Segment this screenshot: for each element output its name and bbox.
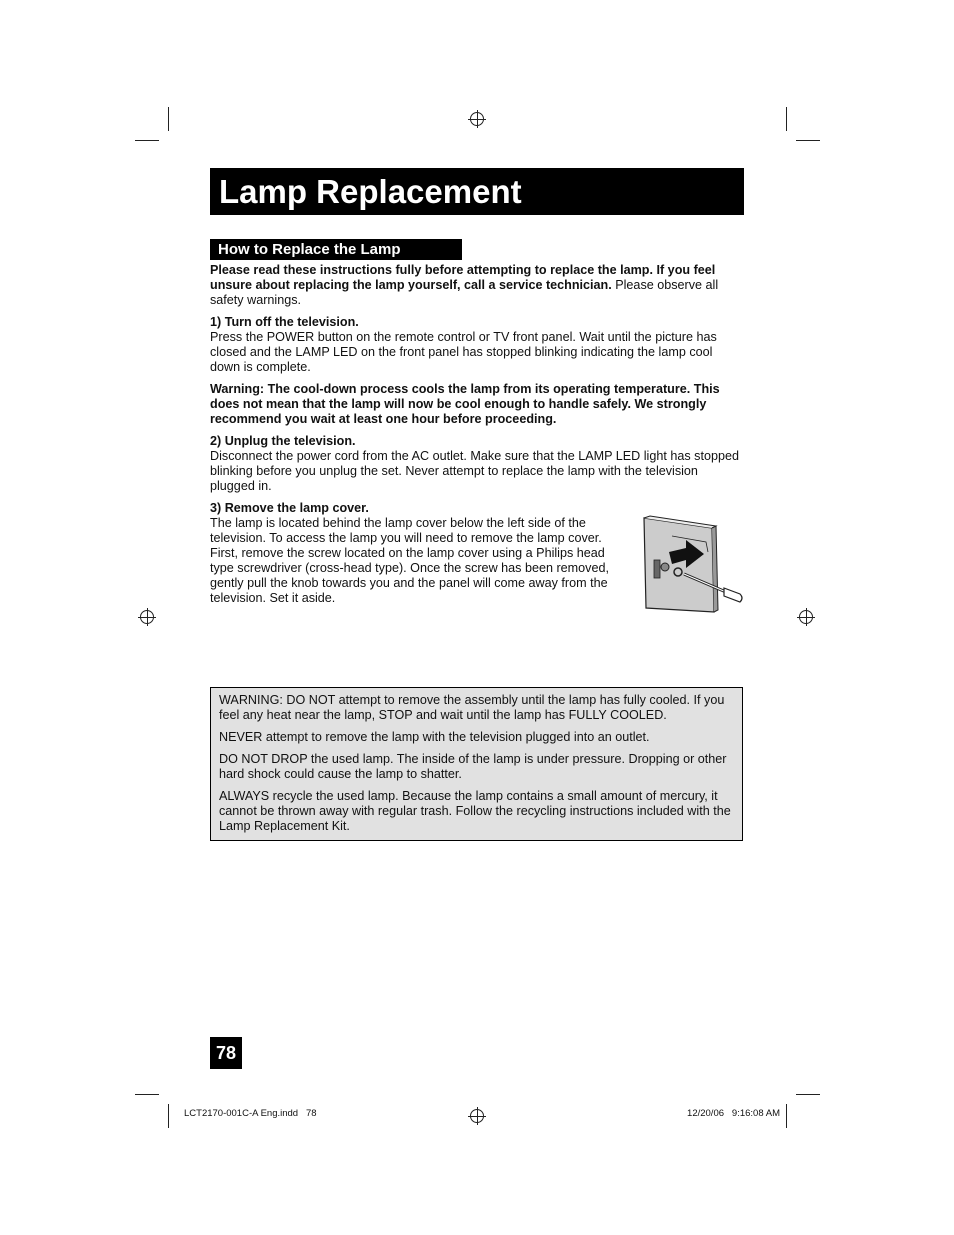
- step-2-heading: 2) Unplug the television.: [210, 434, 356, 448]
- crop-mark: [135, 140, 159, 141]
- footer-file: LCT2170-001C-A Eng.indd 78: [184, 1108, 317, 1119]
- warning-text: DO NOT DROP the used lamp. The inside of the lamp is under pressure. Dropping or other hard shock could cause the lamp to shatter.: [219, 752, 727, 781]
- crop-mark: [786, 107, 787, 131]
- intro-normal: Please observe all safety warnings.: [210, 278, 719, 307]
- crop-mark: [796, 1094, 820, 1095]
- intro-bold: Please read these instructions fully before attempting to replace the lamp. If you feel unsure about replacing the lamp yourself, call a service technician.: [210, 263, 716, 292]
- warning-text: ALWAYS recycle the used lamp. Because the lamp contains a small amount of mercury, it cannot be thrown away with regular trash. Follow the recycling instructions included with the Lamp Replacement Kit.: [219, 789, 731, 833]
- section-title: How to Replace the Lamp: [210, 239, 462, 260]
- step-2-body: Disconnect the power cord from the AC outlet. Make sure that the LAMP LED light has stopped blinking before you unplug the set. Never attempt to replace the lamp with the television plugged in.: [210, 449, 739, 493]
- lamp-cover-illustration: [636, 512, 748, 618]
- warning-box: [210, 687, 743, 841]
- intro-text: [210, 263, 744, 308]
- step-3-body: The lamp is located behind the lamp cover below the left side of the television. To access the lamp you will need to remove the lamp cover. First, remove the screw located on the lamp cover using a Philips head type screwdriver (cross-head type). Once the screw has been removed, gently pull the knob towards you and the panel will come away from the television. Set it aside.: [210, 516, 609, 605]
- warning-text: NEVER attempt to remove the lamp with the television plugged into an outlet.: [219, 730, 650, 744]
- crop-mark: [168, 107, 169, 131]
- registration-mark-icon: [140, 610, 154, 624]
- footer-datetime: 12/20/06 9:16:08 AM: [687, 1108, 780, 1119]
- registration-mark-icon: [799, 610, 813, 624]
- cooldown-warning: Warning: The cool-down process cools the lamp from its operating temperature. This does not mean that the lamp will now be cool enough to handle safely. We strongly recommend you wait at least one hour before proceeding.: [210, 382, 720, 426]
- step-1-heading: 1) Turn off the television.: [210, 315, 359, 329]
- crop-mark: [168, 1104, 169, 1128]
- page-number: 78: [210, 1037, 242, 1069]
- crop-mark: [786, 1104, 787, 1128]
- step-3-heading: 3) Remove the lamp cover.: [210, 501, 369, 515]
- registration-mark-icon: [470, 112, 484, 126]
- step-1-body: Press the POWER button on the remote control or TV front panel. Wait until the picture has closed and the LAMP LED on the front panel has stopped blinking indicating the lamp cool down is complete.: [210, 330, 717, 374]
- crop-mark: [135, 1094, 159, 1095]
- warning-text: WARNING: DO NOT attempt to remove the assembly until the lamp has fully cooled. If you feel any heat near the lamp, STOP and wait until the lamp has FULLY COOLED.: [219, 693, 725, 722]
- page-title: Lamp Replacement: [210, 168, 744, 215]
- crop-mark: [796, 140, 820, 141]
- registration-mark-icon: [470, 1109, 484, 1123]
